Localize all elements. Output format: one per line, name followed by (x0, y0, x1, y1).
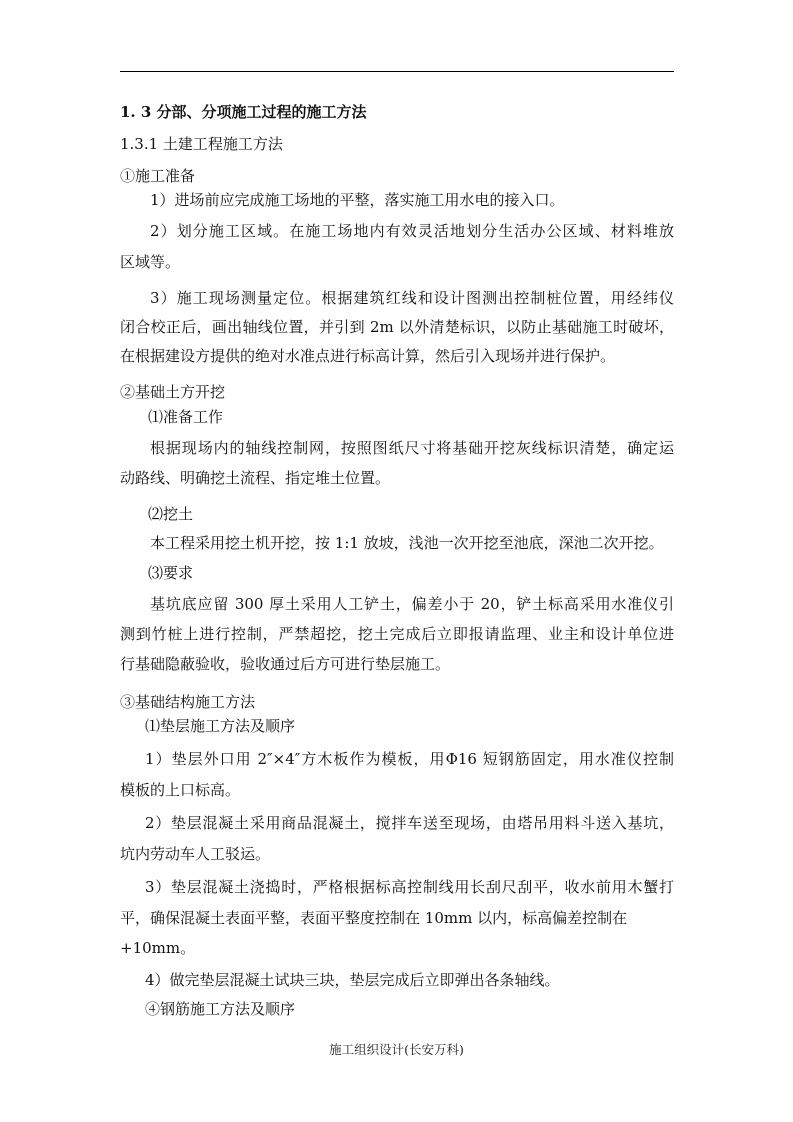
part2-sub1-text-line1: 根据现场内的轴线控制网，按照图纸尺寸将基础开挖灰线标识清楚，确定运 (150, 439, 674, 457)
section-subtitle: 1.3.1 土建工程施工方法 (120, 135, 283, 153)
part2-sub1: ⑴准备工作 (148, 408, 224, 426)
part2-heading: ②基础土方开挖 (120, 383, 226, 401)
section-title: 1. 3 分部、分项施工过程的施工方法 (120, 103, 367, 121)
part2-sub2: ⑵挖土 (148, 505, 194, 523)
part1-item3-line3: 在根据建设方提供的绝对水准点进行标高计算，然后引入现场并进行保护。 (120, 347, 616, 365)
part2-sub3-text-line2: 测到竹桩上进行控制，严禁超挖，挖土完成后立即报请监理、业主和设计单位进 (120, 625, 674, 643)
part1-item1: 1）进场前应完成施工场地的平整，落实施工用水电的接入口。 (150, 191, 565, 209)
part2-sub1-text-line2: 动路线、明确挖土流程、指定堆土位置。 (120, 469, 391, 487)
part3-item3-line3: +10mm。 (120, 939, 196, 957)
part2-sub3: ⑶要求 (148, 564, 194, 582)
part1-item3-line1: 3）施工现场测量定位。根据建筑红线和设计图测出控制桩位置，用经纬仪 (150, 289, 674, 307)
part3-item1-line1: 1）垫层外口用 2″×4″方木板作为模板，用Φ16 短钢筋固定，用水准仪控制 (145, 750, 674, 768)
part2-sub3-text-line1: 基坑底应留 300 厚土采用人工铲土，偏差小于 20，铲土标高采用水准仪引 (150, 595, 674, 613)
part3-item3-line2: 平，确保混凝土表面平整，表面平整度控制在 10mm 以内，标高偏差控制在 (120, 909, 628, 927)
part3-item3-line1: 3）垫层混凝土浇捣时，严格根据标高控制线用长刮尺刮平，收水前用木蟹打 (145, 878, 674, 896)
part1-item2-line2: 区域等。 (120, 253, 181, 271)
part3-item4: 4）做完垫层混凝土试块三块，垫层完成后立即弹出各条轴线。 (145, 971, 560, 989)
part1-item2-line1: 2）划分施工区域。在施工场地内有效灵活地划分生活办公区域、材料堆放 (150, 222, 674, 240)
part2-sub2-text: 本工程采用挖土机开挖，按 1:1 放坡，浅池一次开挖至池底，深池二次开挖。 (150, 534, 664, 552)
page-footer: 施工组织设计(长安万科) (329, 1042, 464, 1057)
part1-heading: ①施工准备 (120, 167, 196, 185)
part3-item2-line1: 2）垫层混凝土采用商品混凝土，搅拌车送至现场，由塔吊用料斗送入基坑， (145, 814, 674, 832)
part3-heading: ③基础结构施工方法 (120, 693, 256, 711)
part1-item3-line2: 闭合校正后，画出轴线位置，并引到 2m 以外清楚标识，以防止基础施工时破坏， (120, 318, 674, 336)
part3-item1-line2: 模板的上口标高。 (120, 781, 241, 799)
header-rule (120, 71, 674, 72)
part3-item2-line2: 坑内劳动车人工驳运。 (120, 845, 271, 863)
part2-sub3-text-line3: 行基础隐蔽验收，验收通过后方可进行垫层施工。 (120, 655, 451, 673)
part3-sub1: ⑴垫层施工方法及顺序 (145, 717, 296, 735)
part4-heading: ④钢筋施工方法及顺序 (145, 1000, 296, 1018)
